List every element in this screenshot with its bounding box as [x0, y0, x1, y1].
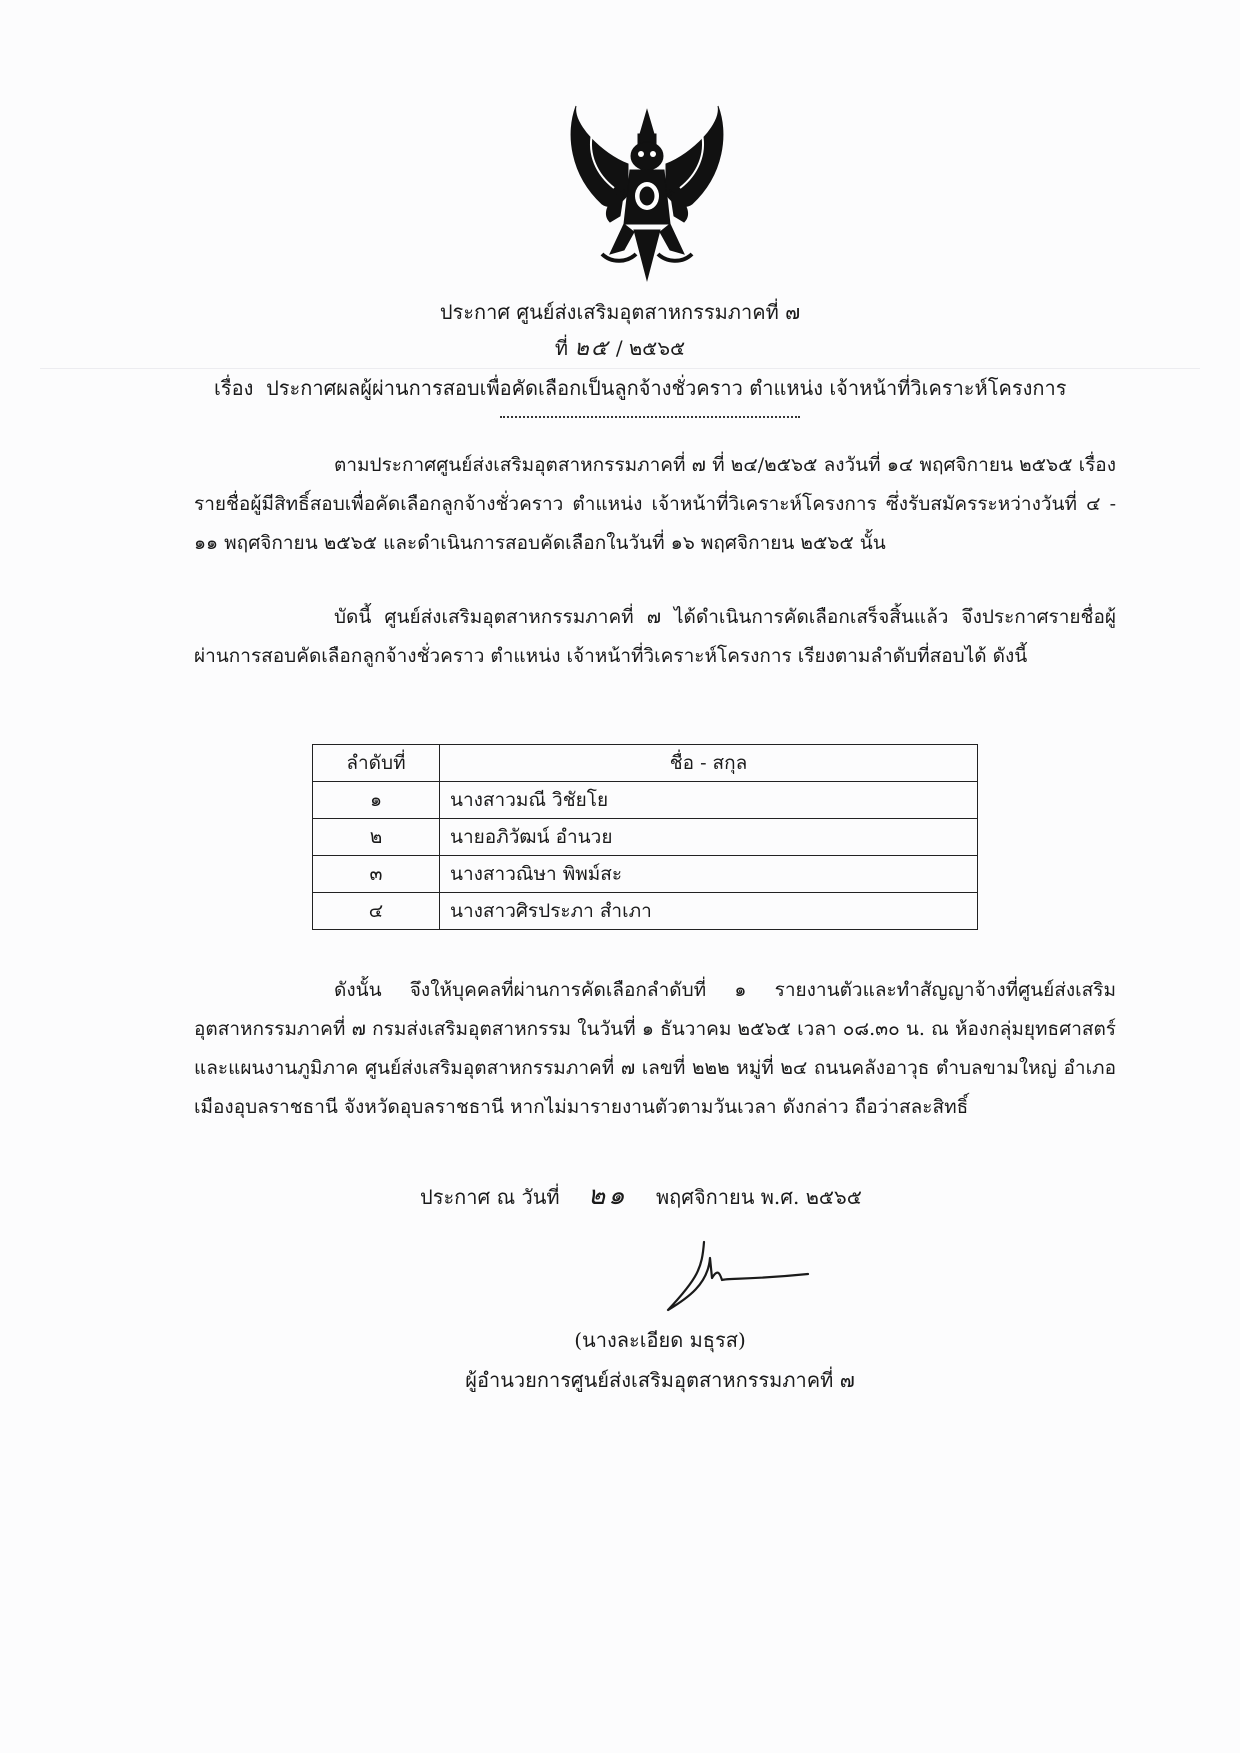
table-header-row — [313, 745, 978, 782]
paragraph-instructions: ดังนั้น จึงให้บุคคลที่ผ่านการคัดเลือกลำดับที่ ๑ รายงานตัวและทำสัญญาจ้างที่ศูนย์ส่งเสริมอุตสาหกรรมภาคที่ ๗ กรมส่งเสริมอุตสาหกรรม ในวันที่ ๑ ธันวาคม ๒๕๖๕ เวลา ๐๘.๓๐ น. ณ ห้องกลุ่มยุทธศาสตร์และแผนงานภูมิภาค ศูนย์ส่งเสริมอุตสาหกรรมภาคที่ ๗ เลขที่ ๒๒๒ หมู่ที่ ๒๔ ถนนคลังอาวุธ ตำบลขามใหญ่ อำเภอเมืองอุบลราชธานี จังหวัดอุบลราชธานี หากไม่มารายงานตัวตามวันเวลา ดังกล่าว ถือว่าสละสิทธิ์ — [194, 979, 1116, 1118]
number-prefix: ที่ — [554, 336, 569, 360]
rank-cell: ๔ — [313, 893, 440, 930]
table-row — [313, 819, 978, 856]
announcement-date — [420, 1175, 862, 1216]
signature-mark — [648, 1238, 818, 1328]
garuda-emblem-icon — [562, 104, 732, 284]
paragraph-announcement: บัดนี้ ศูนย์ส่งเสริมอุตสาหกรรมภาคที่ ๗ ได้ดำเนินการคัดเลือกเสร็จสิ้นแล้ว จึงประกาศรายชื่อผู้ผ่านการสอบคัดเลือกลูกจ้างชั่วคราว ตำแหน่ง เจ้าหน้าที่วิเคราะห์โครงการ เรียงตามลำดับที่สอบได้ ดังนี้ — [194, 606, 1116, 667]
date-day-handwritten: ๒๑ — [587, 1181, 628, 1211]
number-handwritten: ๒๕ — [574, 336, 610, 361]
name-cell: นายอภิวัฒน์ อำนวย — [440, 819, 978, 856]
subject-label: เรื่อง — [214, 376, 254, 400]
subject-text: ประกาศผลผู้ผ่านการสอบเพื่อคัดเลือกเป็นลูกจ้างชั่วคราว ตำแหน่ง เจ้าหน้าที่วิเคราะห์โครงการ — [266, 376, 1067, 400]
column-header-rank: ลำดับที่ — [313, 745, 440, 782]
rank-cell: ๑ — [313, 782, 440, 819]
table-row — [313, 856, 978, 893]
rank-cell: ๒ — [313, 819, 440, 856]
date-month-year: พฤศจิกายน พ.ศ. ๒๕๖๕ — [655, 1185, 862, 1209]
date-prefix: ประกาศ ณ วันที่ — [420, 1185, 560, 1209]
announcement-heading: ประกาศ ศูนย์ส่งเสริมอุตสาหกรรมภาคที่ ๗ — [439, 300, 801, 324]
results-table — [312, 744, 978, 930]
column-header-name: ชื่อ - สกุล — [440, 745, 978, 782]
number-suffix: / ๒๕๖๕ — [615, 336, 686, 360]
table-row — [313, 782, 978, 819]
name-cell: นางสาวมณี วิชัยโย — [440, 782, 978, 819]
paragraph-reference: ตามประกาศศูนย์ส่งเสริมอุตสาหกรรมภาคที่ ๗ ที่ ๒๔/๒๕๖๕ ลงวันที่ ๑๔ พฤศจิกายน ๒๕๖๕ เรื่อง รายชื่อผู้มีสิทธิ์สอบเพื่อคัดเลือกลูกจ้างชั่วคราว ตำแหน่ง เจ้าหน้าที่วิเคราะห์โครงการ ซึ่งรับสมัครระหว่างวันที่ ๔ - ๑๑ พฤศจิกายน ๒๕๖๕ และดำเนินการสอบคัดเลือกในวันที่ ๑๖ พฤศจิกายน ๒๕๖๕ นั้น — [194, 454, 1116, 554]
dotted-divider — [500, 416, 800, 418]
name-cell: นางสาวศิรประภา สำเภา — [440, 893, 978, 930]
scan-artifact-line — [40, 368, 1200, 369]
subject-line — [214, 372, 1066, 404]
document-number — [0, 330, 1240, 365]
signer-title: ผู้อำนวยการศูนย์ส่งเสริมอุตสาหกรรมภาคที่ ๗ — [465, 1368, 855, 1392]
rank-cell: ๓ — [313, 856, 440, 893]
name-cell: นางสาวณิษา พิพม์สะ — [440, 856, 978, 893]
table-row — [313, 893, 978, 930]
signer-name: (นางละเอียด มธุรส) — [574, 1328, 746, 1352]
